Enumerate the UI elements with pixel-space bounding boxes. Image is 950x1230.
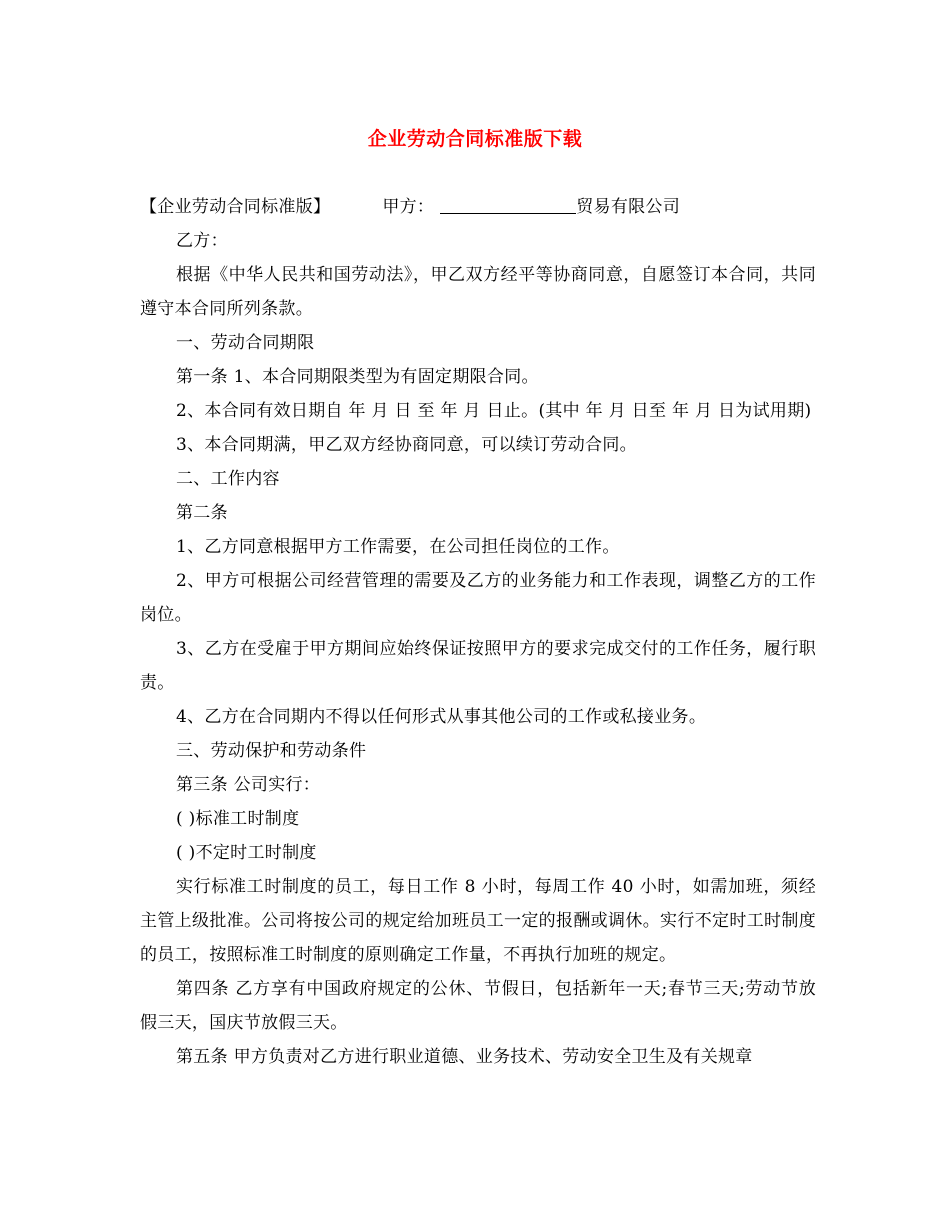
- section-heading: 三、劳动保护和劳动条件: [176, 741, 367, 761]
- paragraph: 第一条 1、本合同期限类型为有固定期限合同。: [176, 367, 539, 387]
- contract-tag: 【企业劳动合同标准版】: [140, 197, 331, 217]
- party-a-suffix: 贸易有限公司: [576, 197, 681, 217]
- document-title: 企业劳动合同标准版下载: [367, 128, 583, 150]
- header-line: [140, 190, 816, 224]
- paragraph: 第五条 甲方负责对乙方进行职业道德、业务技术、劳动安全卫生及有关规章: [176, 1047, 753, 1067]
- article-heading: 第二条: [176, 503, 228, 523]
- paragraph: 3、乙方在受雇于甲方期间应始终保证按照甲方的要求完成交付的工作任务，履行职责。: [140, 639, 816, 693]
- paragraph: 1、乙方同意根据甲方工作需要，在公司担任岗位的工作。: [176, 537, 620, 557]
- paragraph: 3、本合同期满，甲乙双方经协商同意，可以续订劳动合同。: [176, 435, 637, 455]
- section-heading: 一、劳动合同期限: [176, 333, 315, 353]
- option-line: ( )标准工时制度: [176, 809, 300, 829]
- party-b-line: 乙方：: [176, 231, 228, 251]
- paragraph: 2、本合同有效日期自 年 月 日 至 年 月 日止。(其中 年 月 日至 年 月 日为试用期): [176, 401, 812, 421]
- paragraph: 第三条 公司实行：: [176, 775, 321, 795]
- paragraph: 根据《中华人民共和国劳动法》，甲乙双方经平等协商同意，自愿签订本合同，共同遵守本合同所列条款。: [140, 265, 816, 319]
- section-heading: 二、工作内容: [176, 469, 280, 489]
- paragraph: 4、乙方在合同期内不得以任何形式从事其他公司的工作或私接业务。: [176, 707, 707, 727]
- party-a-label: 甲方：: [382, 197, 435, 217]
- paragraph: 实行标准工时制度的员工，每日工作 8 小时，每周工作 40 小时，如需加班，须经主管上级批准。公司将按公司的规定给加班员工一定的报酬或调休。实行不定时工时制度的员工，按照标准工时制度的原则确定工作量，不再执行加班的规定。: [140, 877, 816, 965]
- paragraph: 2、甲方可根据公司经营管理的需要及乙方的业务能力和工作表现，调整乙方的工作岗位。: [140, 571, 816, 625]
- party-a-blank: [440, 195, 576, 214]
- paragraph: 第四条 乙方享有中国政府规定的公休、节假日，包括新年一天;春节三天;劳动节放假三天，国庆节放假三天。: [140, 979, 816, 1033]
- option-line: ( )不定时工时制度: [176, 843, 317, 863]
- document-body: [140, 190, 816, 1074]
